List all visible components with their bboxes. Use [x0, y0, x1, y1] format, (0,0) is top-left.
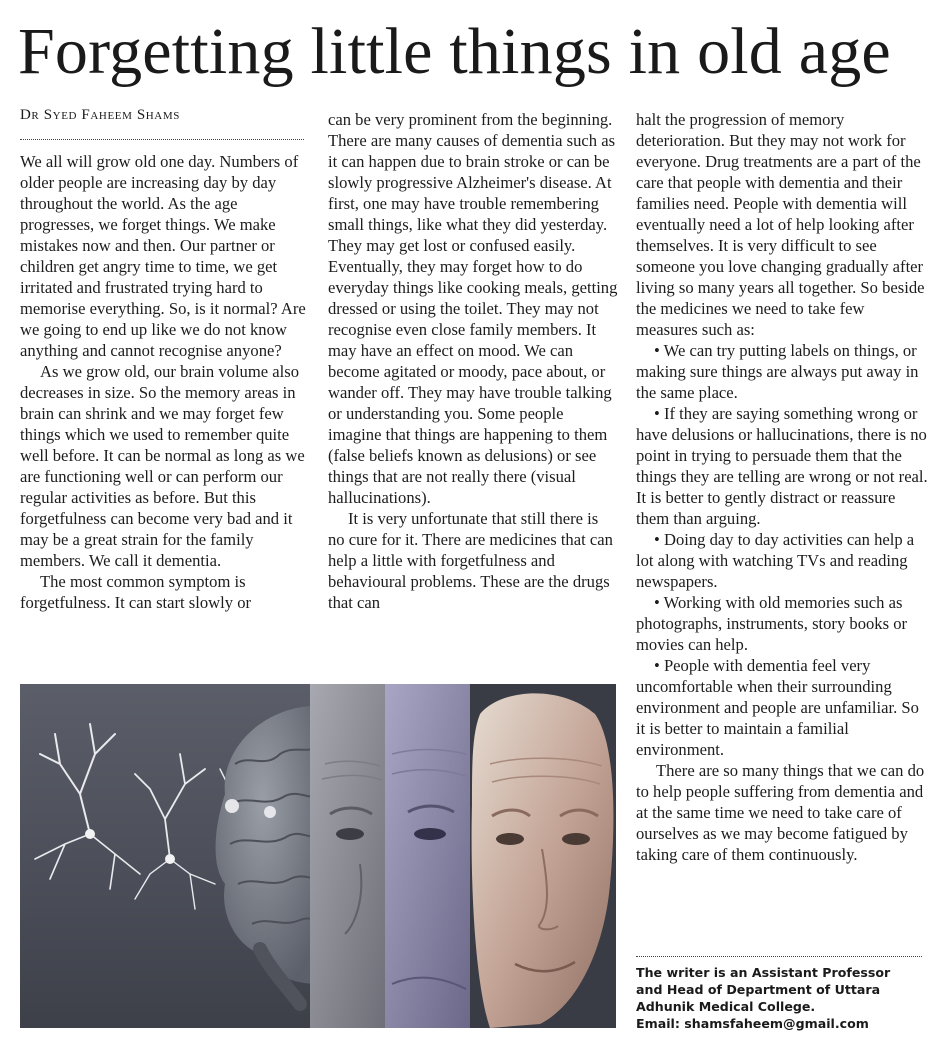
paragraph: halt the progression of memory deterioration. But they may not work for everyone. Drug treatments are a part of the care that people with dementia and their families need. People with dementia will eventually need a lot of help looking after themselves. It is very difficult to see someone you love changing gradually after living so many years all together. So beside the medicines we need to take few measures such as:: [636, 110, 925, 339]
elderly-face-warm: [470, 684, 616, 1028]
author-email: Email: shamsfaheem@gmail.com: [636, 1016, 869, 1031]
elderly-face-grey: [310, 684, 385, 1028]
article-column-3: [636, 109, 928, 865]
bullet-item: • We can try putting labels on things, or making sure things are always put away in the same place.: [636, 341, 919, 402]
author-note: [636, 964, 936, 1032]
paragraph: There are so many things that we can do to help people suffering from dementia and at the same time we need to take care of ourselves as we may become fatigued by taking care of them continuously.: [636, 761, 925, 864]
article-column-2: [328, 109, 618, 613]
bullet-item: • People with dementia feel very uncomfortable when their surrounding environment and people are unfamiliar. So it is better to maintain a familial environment.: [636, 656, 919, 759]
bullet-item: • Working with old memories such as photographs, instruments, story books or movies can help.: [636, 593, 908, 654]
elderly-face-purple: [385, 684, 470, 1028]
author-note-line: and Head of Department of Uttara: [636, 982, 881, 997]
article-headline: Forgetting little things in old age: [18, 15, 891, 88]
paragraph: can be very prominent from the beginning. There are many causes of dementia such as it can happen due to brain stroke or can be slowly progressive Alzheimer's disease. At first, one may have trouble remembering small things, like what they did yesterday. They may get lost or confused easily. Eventually, they may forget how to do everyday things like cooking meals, getting dressed or using the toilet. They may not recognise even close family members. It may have an effect on mood. We can become agitated or moody, pace about, or wander off. They may have trouble talking or understanding you. Some people imagine that things are happening to them (false beliefs known as delusions) or see things that are not really there (visual hallucinations).: [328, 110, 618, 507]
paragraph: The most common symptom is forgetfulness. It can start slowly or: [20, 572, 252, 612]
author-note-line: The writer is an Assistant Professor: [636, 965, 891, 980]
bullet-item: • If they are saying something wrong or have delusions or hallucinations, there is no point in trying to persuade them that the things they are telling are wrong or not real. It is better to gently distract or reassure them than arguing.: [636, 404, 928, 528]
paragraph: As we grow old, our brain volume also decreases in size. So the memory areas in brain can shrink and we may forget few things which we used to remember quite well before. It can be normal as long as we are functioning well or can perform our regular activities as before. But this forgetfulness can become very bad and it may be a great strain for the family members. We call it dementia.: [20, 362, 305, 570]
aging-brain-faces-illustration: [20, 684, 616, 1028]
article-column-1: [20, 151, 310, 613]
byline-divider: [20, 139, 304, 140]
paragraph: We all will grow old one day. Numbers of older people are increasing day by day throughout the world. As the age progresses, we forget things. We make mistakes now and then. Our partner or children get angry time to time, we get irritated and frustrated trying hard to memorise everything. So, is it normal? Are we going to end up like we do not know anything and cannot recognise anyone?: [20, 152, 306, 360]
author-note-divider: [636, 956, 922, 957]
bullet-item: • Doing day to day activities can help a lot along with watching TVs and reading newspapers.: [636, 530, 915, 591]
author-byline: Dr Syed Faheem Shams: [20, 107, 180, 123]
paragraph: It is very unfortunate that still there is no cure for it. There are medicines that can help a little with forgetfulness and behavioural problems. These are the drugs that can: [328, 509, 613, 612]
author-note-line: Adhunik Medical College.: [636, 999, 816, 1014]
